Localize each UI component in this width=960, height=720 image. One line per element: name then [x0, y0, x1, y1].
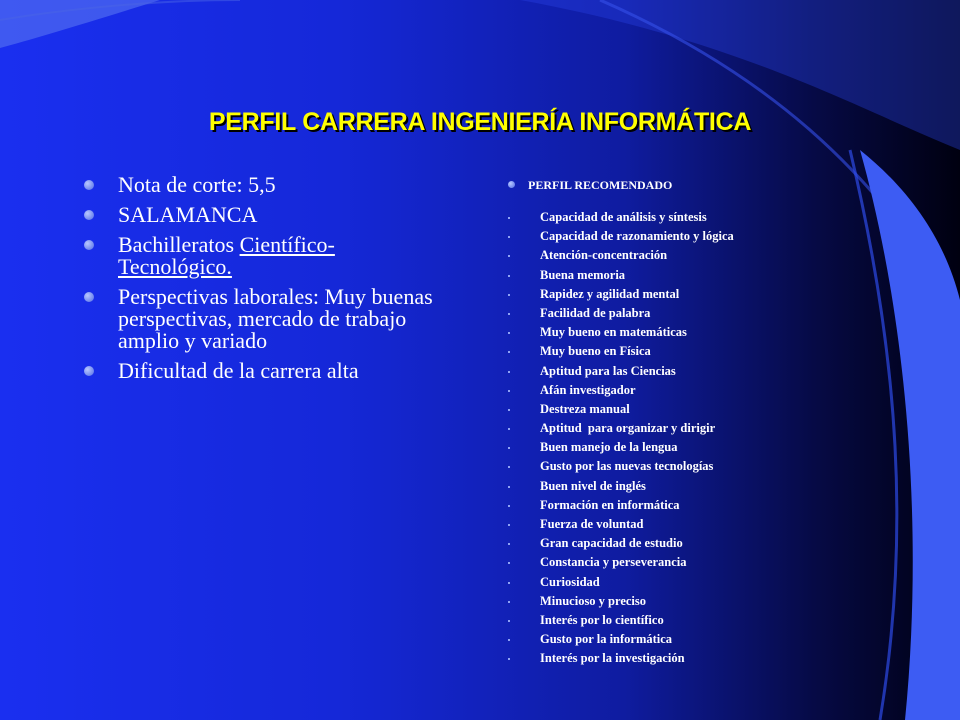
list-item: Dificultad de la carrera alta: [84, 360, 444, 382]
bullet-icon: [508, 486, 510, 488]
list-item: Interés por la investigación: [508, 651, 734, 670]
list-item: Gusto por las nuevas tecnologías: [508, 459, 734, 478]
bullet-icon: [508, 524, 510, 526]
list-item: Fuerza de voluntad: [508, 517, 734, 536]
bullet-icon: [508, 543, 510, 545]
bullet-icon: [508, 466, 510, 468]
bullet-icon: [508, 390, 510, 392]
bullet-icon: [508, 294, 510, 296]
list-item: Muy bueno en matemáticas: [508, 325, 734, 344]
list-item: SALAMANCA: [84, 204, 444, 226]
profile-list: [508, 210, 734, 671]
bullet-icon: [84, 366, 94, 376]
bullet-icon: [84, 292, 94, 302]
bullet-icon: [508, 275, 510, 277]
bullet-icon: [508, 620, 510, 622]
bullet-icon: [508, 332, 510, 334]
bullet-icon: [84, 240, 94, 250]
bullet-icon: [508, 447, 510, 449]
bullet-icon: [508, 639, 510, 641]
slide-title: PERFIL CARRERA INGENIERÍA INFORMÁTICA: [208, 108, 752, 136]
bullet-icon: [508, 371, 510, 373]
list-item: Aptitud para las Ciencias: [508, 364, 734, 383]
list-item: Facilidad de palabra: [508, 306, 734, 325]
list-item: Minucioso y preciso: [508, 594, 734, 613]
bullet-icon: [508, 582, 510, 584]
list-item: Capacidad de razonamiento y lógica: [508, 229, 734, 248]
bullet-icon: [508, 409, 510, 411]
list-item: Buen manejo de la lengua: [508, 440, 734, 459]
list-item: Aptitud para organizar y dirigir: [508, 421, 734, 440]
link-cientifico-tecnologico[interactable]: Científico-Tecnológico.: [118, 232, 335, 279]
list-item: Afán investigador: [508, 383, 734, 402]
bullet-icon: [508, 236, 510, 238]
list-item: Muy bueno en Física: [508, 344, 734, 363]
bullet-icon: [508, 217, 510, 219]
bullet-icon: [508, 658, 510, 660]
bullet-icon: [508, 505, 510, 507]
list-item: Bachilleratos Científico-Tecnológico.: [84, 234, 444, 278]
bullet-icon: [84, 210, 94, 220]
left-bullet-list: [84, 174, 444, 390]
list-item: Perspectivas laborales: Muy buenas perspectivas, mercado de trabajo amplio y variado: [84, 286, 444, 352]
list-item: Rapidez y agilidad mental: [508, 287, 734, 306]
list-item: Curiosidad: [508, 575, 734, 594]
list-item: Buen nivel de inglés: [508, 479, 734, 498]
bullet-icon: [508, 255, 510, 257]
bullet-icon: [508, 428, 510, 430]
bullet-icon: [508, 601, 510, 603]
bullet-icon: [508, 351, 510, 353]
list-item: Gusto por la informática: [508, 632, 734, 651]
list-item: Buena memoria: [508, 268, 734, 287]
list-item: Nota de corte: 5,5: [84, 174, 444, 196]
profile-heading: PERFIL RECOMENDADO: [522, 178, 672, 193]
list-item: Formación en informática: [508, 498, 734, 517]
list-item: Interés por lo científico: [508, 613, 734, 632]
bullet-icon: [84, 180, 94, 190]
list-item: Constancia y perseverancia: [508, 555, 734, 574]
bullet-icon: [508, 313, 510, 315]
bullet-icon: [508, 562, 510, 564]
list-item: Atención-concentración: [508, 248, 734, 267]
list-item: Capacidad de análisis y síntesis: [508, 210, 734, 229]
list-item: Destreza manual: [508, 402, 734, 421]
list-item: Gran capacidad de estudio: [508, 536, 734, 555]
bullet-icon: [508, 181, 515, 188]
